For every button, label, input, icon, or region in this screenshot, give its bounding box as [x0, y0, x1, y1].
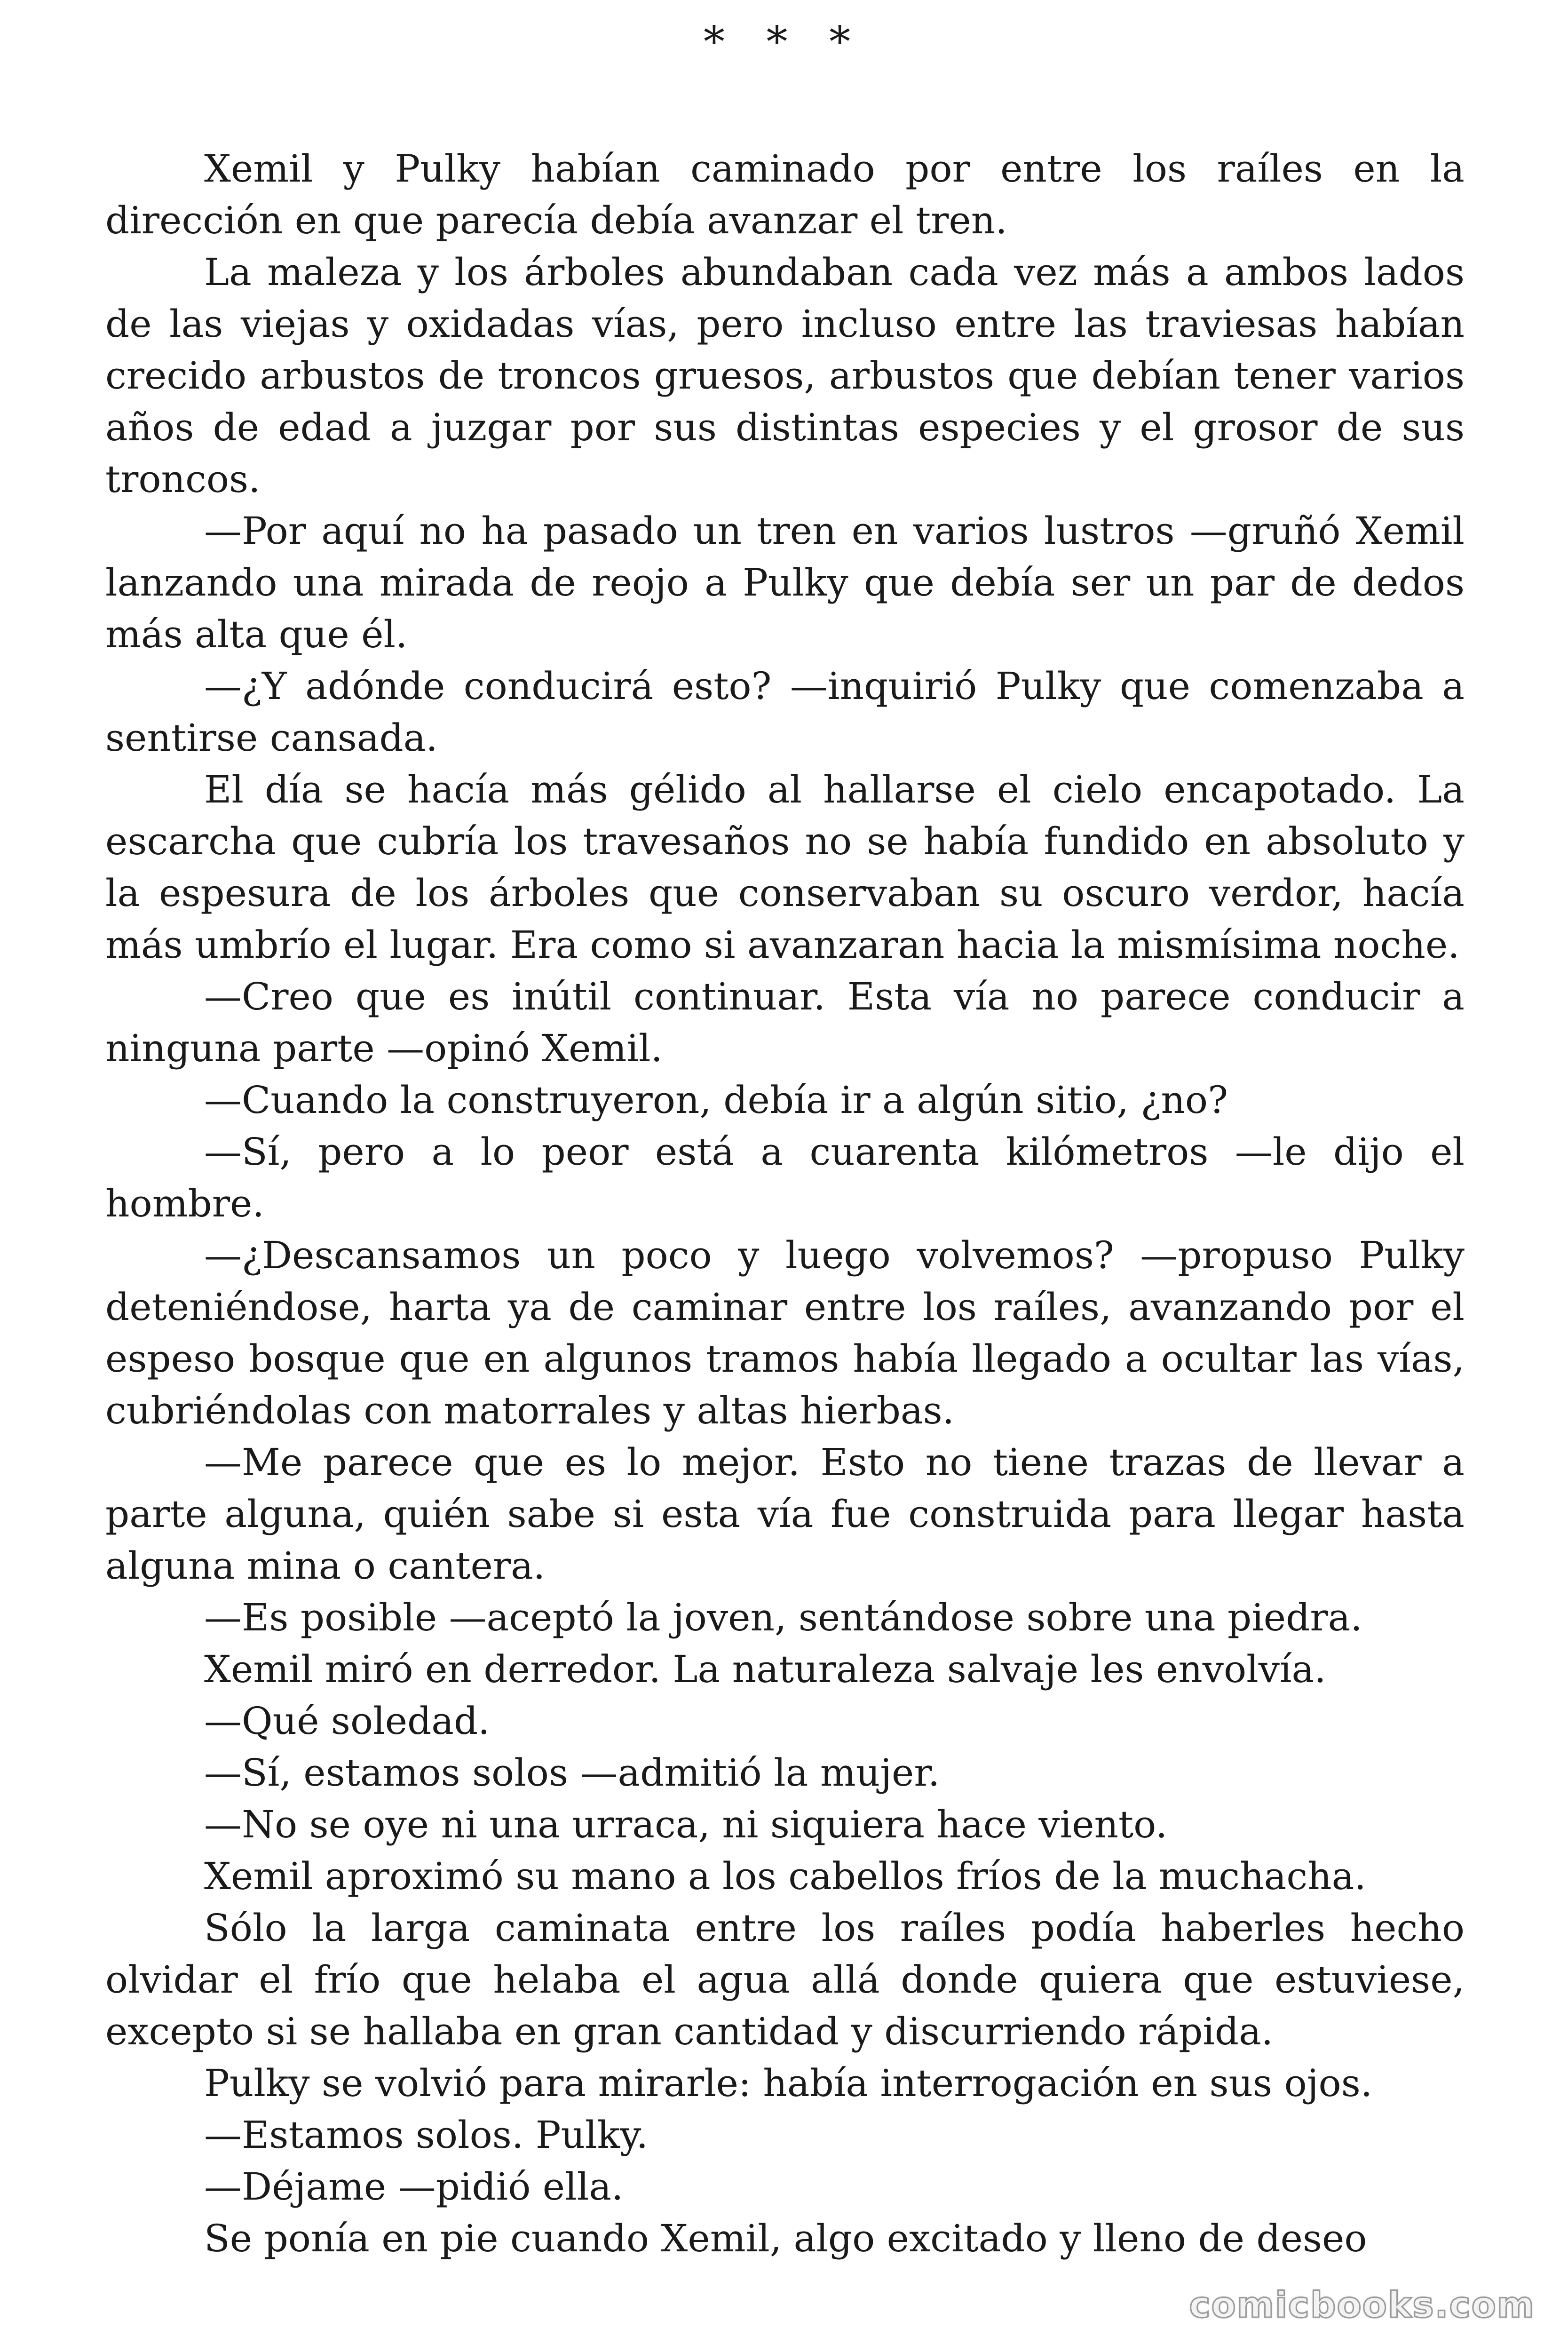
paragraph: Sólo la larga caminata entre los raíles podía haberles hecho olvidar el frío que helaba el agua allá donde quiera que estuviese, excepto si se hallaba en gran cantidad y discurriendo rápida.	[105, 1906, 1465, 2053]
paragraph: —Sí, pero a lo peor está a cuarenta kilómetros —le dijo el hombre.	[105, 1130, 1465, 1225]
paragraph: Pulky se volvió para mirarle: había interrogación en sus ojos.	[204, 2061, 1373, 2105]
paragraph: Xemil aproximó su mano a los cabellos fríos de la muchacha.	[204, 1854, 1366, 1898]
paragraph: El día se hacía más gélido al hallarse el cielo encapotado. La escarcha que cubría los travesaños no se había fundido en absoluto y la espesura de los árboles que conservaban su oscuro verdor, hacía más umbrío el lugar. Era como si avanzaran hacia la mismísima noche.	[105, 768, 1465, 967]
paragraph: —Qué soledad.	[204, 1699, 490, 1743]
paragraph: —Sí, estamos solos —admitió la mujer.	[204, 1751, 940, 1795]
paragraph: —Me parece que es lo mejor. Esto no tiene trazas de llevar a parte alguna, quién sabe si esta vía fue construida para llegar hasta alguna mina o cantera.	[105, 1440, 1465, 1588]
paragraph: La maleza y los árboles abundaban cada vez más a ambos lados de las viejas y oxidadas vías, pero incluso entre las traviesas habían crecido arbustos de troncos gruesos, arbustos que debían tener varios años de edad a juzgar por sus distintas especies y el grosor de sus troncos.	[105, 250, 1465, 501]
paragraph: —¿Y adónde conducirá esto? —inquirió Pulky que comenzaba a sentirse cansada.	[105, 664, 1465, 760]
watermark: comicbooks.com	[1189, 2284, 1535, 2326]
paragraph: —Creo que es inútil continuar. Esta vía no parece conducir a ninguna parte —opinó Xemil.	[105, 975, 1465, 1070]
paragraph: Xemil y Pulky habían caminado por entre los raíles en la dirección en que parecía debía avanzar el tren.	[105, 147, 1465, 242]
paragraph: —No se oye ni una urraca, ni siquiera hace viento.	[204, 1803, 1168, 1846]
paragraph: —Cuando la construyeron, debía ir a algún sitio, ¿no?	[204, 1078, 1228, 1122]
paragraph: —Por aquí no ha pasado un tren en varios lustros —gruñó Xemil lanzando una mirada de reojo a Pulky que debía ser un par de dedos más alta que él.	[105, 509, 1465, 656]
paragraph: Xemil miró en derredor. La naturaleza salvaje les envolvía.	[204, 1647, 1326, 1691]
section-separator: * * *	[703, 17, 865, 67]
body-text	[105, 143, 1465, 2265]
paragraph: —Déjame —pidió ella.	[204, 2165, 624, 2209]
paragraph: —Es posible —aceptó la joven, sentándose sobre una piedra.	[204, 1596, 1362, 1639]
paragraph: —Estamos solos. Pulky.	[204, 2113, 649, 2157]
paragraph: Se ponía en pie cuando Xemil, algo excitado y lleno de deseo	[204, 2217, 1367, 2260]
paragraph: —¿Descansamos un poco y luego volvemos? —propuso Pulky deteniéndose, harta ya de caminar entre los raíles, avanzando por el espeso bosque que en algunos tramos había llegado a ocultar las vías, cubriéndolas con matorrales y altas hierbas.	[105, 1233, 1465, 1432]
